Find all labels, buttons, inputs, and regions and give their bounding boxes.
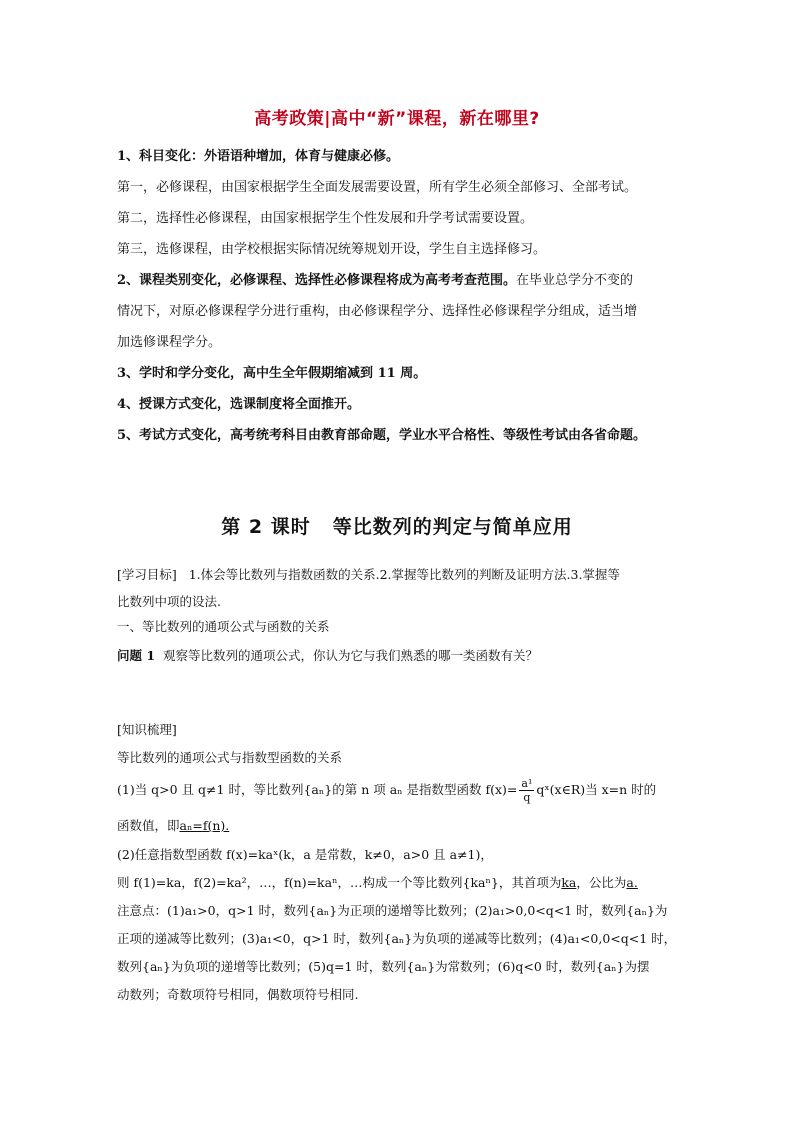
policy-item2-line1 [117, 265, 682, 296]
point1-line2-answer: aₙ=f(n). [179, 818, 230, 833]
point2-line2-text-a: 则 f(1)=ka，f(2)=ka²，…，f(n)=kaⁿ，…构成一个等比数列{kaⁿ}，其首项为 [117, 875, 562, 890]
point1-line2-text: 函数值，即 [117, 818, 180, 833]
question1 [117, 642, 682, 669]
knowledge-title: 等比数列的通项公式与指数型函数的关系 [117, 750, 343, 765]
point2-answer-ratio: a. [626, 875, 638, 890]
policy-item3: 3、学时和学分变化，高中生全年假期缩减到 11 周。 [117, 366, 427, 381]
knowledge-label: [知识梳理] [117, 722, 177, 737]
note-line2: 正项的递减等比数列；(3)a₁<0，q>1 时，数列{aₙ}为负项的递减等比数列；(4)a₁<0,0<q<1 时， [117, 931, 677, 946]
section1-heading: 一、等比数列的通项公式与函数的关系 [117, 619, 330, 634]
lesson-title-part2: 等比数列的判定与简单应用 [332, 516, 573, 538]
objectives-text: 1.体会等比数列与指数函数的关系.2.掌握等比数列的判断及证明方法.3.掌握等 [188, 567, 620, 582]
policy-item2-line3: 加选修课程学分。 [117, 335, 222, 350]
policy-item2-line2: 情况下，对原必修课程学分进行重构，由必修课程学分、选择性必修课程学分组成，适当增 [117, 304, 638, 319]
point1-fraction [519, 777, 534, 804]
policy-item2-rest: 在毕业总学分不变的 [516, 273, 634, 288]
policy-item2-bold: 2、课程类别变化，必修课程、选择性必修课程将成为高考考查范围。 [117, 273, 517, 288]
policy-item1-p3: 第三，选修课程，由学校根据实际情况统筹规划开设，学生自主选择修习。 [117, 242, 547, 257]
lesson-title [0, 512, 794, 539]
objectives-line2: 比数列中项的设法. [117, 594, 221, 609]
policy-item4: 4、授课方式变化，选课制度将全面推开。 [117, 397, 361, 412]
point2-line1: (2)任意指数型函数 f(x)=kaˣ(k，a 是常数，k≠0，a>0 且 a≠1)， [117, 847, 493, 862]
policy-item1-p1: 第一，必修课程，由国家根据学生全面发展需要设置，所有学生必须全部修习、全部考试。 [117, 180, 638, 195]
policy-item1-heading: 1、科目变化：外语语种增加，体育与健康必修。 [117, 149, 400, 164]
policy-item1-p2: 第二，选择性必修课程，由国家根据学生个性发展和升学考试需要设置。 [117, 211, 534, 226]
point1-text-b: qˣ(x∈R)当 x=n 时的 [536, 782, 657, 797]
policy-item5: 5、考试方式变化，高考统考科目由教育部命题，学业水平合格性、等级性考试由各省命题。 [117, 428, 647, 443]
point1-fraction-den: q [523, 791, 531, 804]
point1-fraction-num: a¹ [521, 777, 533, 790]
point1-line2 [117, 812, 682, 839]
note-line1: 注意点：(1)a₁>0，q>1 时，数列{aₙ}为正项的递增等比数列；(2)a₁>0,0<q<1 时，数列{aₙ}为 [117, 903, 668, 918]
policy-title: 高考政策|高中“新”课程，新在哪里? [254, 109, 540, 129]
lesson-title-part1: 第 2 课时 [221, 516, 311, 538]
point1-line1 [117, 776, 682, 804]
question1-text: 观察等比数列的通项公式，你认为它与我们熟悉的哪一类函数有关？ [163, 648, 539, 663]
objectives-label: [学习目标] [117, 567, 177, 582]
point2-line2 [117, 869, 682, 896]
point1-text-a: (1)当 q>0 且 q≠1 时，等比数列{aₙ}的第 n 项 aₙ 是指数型函数 f(x)= [117, 782, 518, 797]
question1-label: 问题 1 [117, 648, 156, 663]
objectives-line1 [117, 561, 682, 588]
note-line4: 动数列；奇数项符号相同，偶数项符号相同. [117, 987, 359, 1002]
note-line3: 数列{aₙ}为负项的递增等比数列；(5)q=1 时，数列{aₙ}为常数列；(6)q<0 时，数列{aₙ}为摆 [117, 959, 650, 974]
point2-line2-text-b: ，公比为 [576, 875, 627, 890]
point2-answer-first-term: ka [561, 875, 577, 890]
